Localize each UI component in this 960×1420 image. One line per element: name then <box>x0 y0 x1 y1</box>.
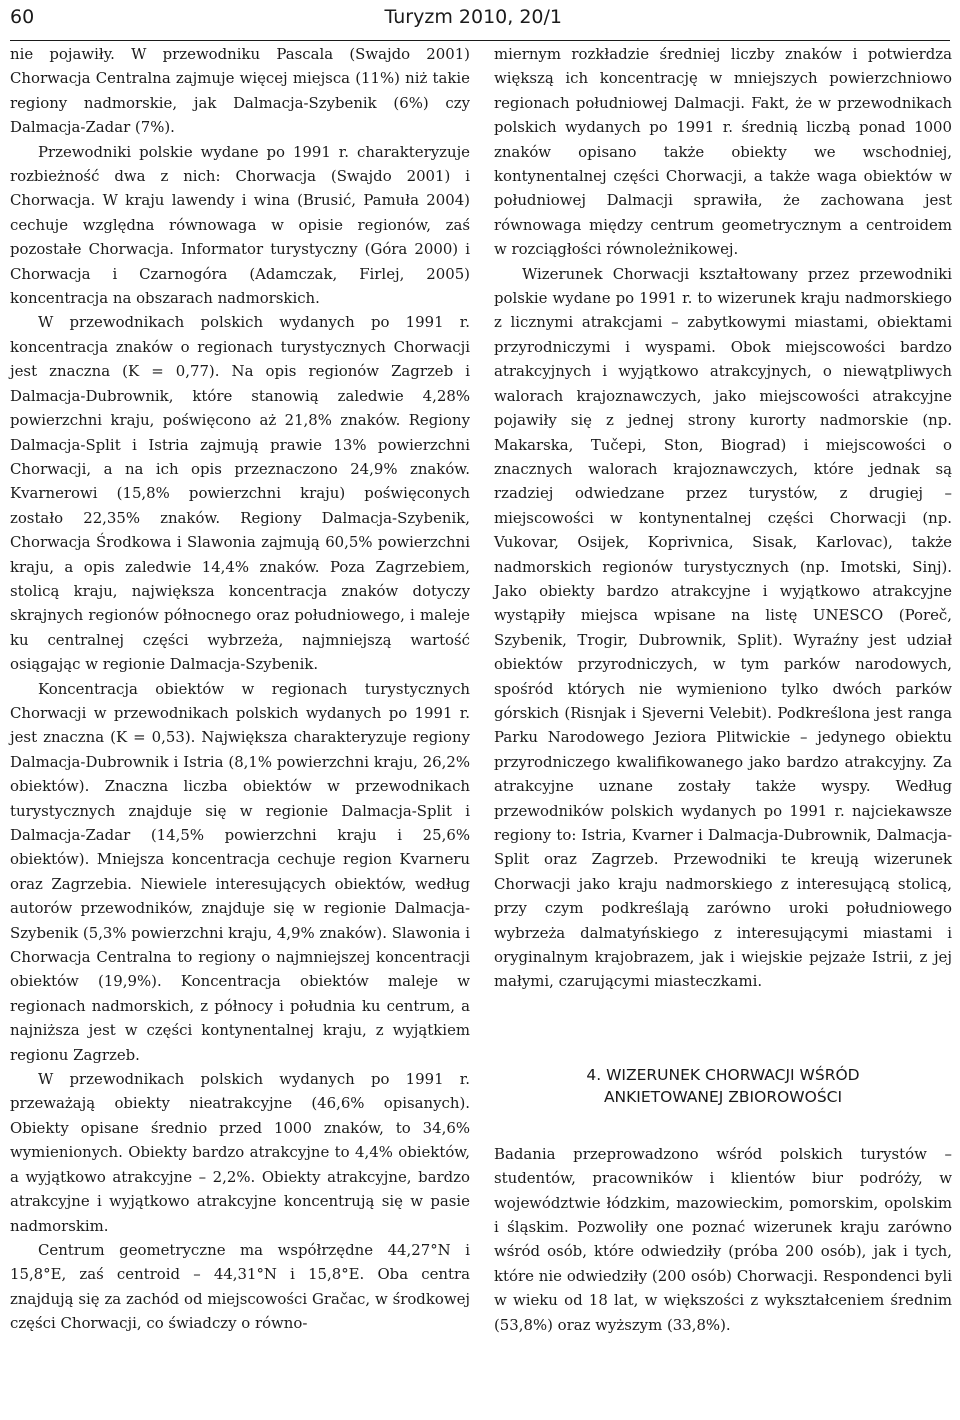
left-column <box>10 42 470 1336</box>
right-column <box>494 42 952 1337</box>
section-heading-line: 4. WIZERUNEK CHORWACJI WŚRÓD <box>586 1065 860 1084</box>
page-header <box>10 6 950 34</box>
running-title: Turyzm 2010, 20/1 <box>384 6 562 28</box>
paragraph: Wizerunek Chorwacji kształtowany przez przewodniki polskie wydane po 1991 r. to wizerunek kraju nadmorskiego z licznymi atrakcjami – zabytkowymi miastami, obiektami przyrodniczymi i wyspami. Obok miejscowości bardzo atrakcyjnych i wyjątkowo atrakcyjnych, o niewątpliwych walorach krajoznawczych, jako miejscowości atrakcyjne pojawiły się z jednej strony kurorty nadmorskie (np. Makarska, Tučepi, Ston, Biograd) i miejscowości o znacznych walorach krajoznawczych, które jednak są rzadziej odwiedzane przez turystów, z drugiej – miejscowości w kontynentalnej części Chorwacji (np. Vukovar, Osijek, Koprivnica, Sisak, Karlovac), także nadmorskich regionów turystycznych (np. Imotski, Sinj). Jako obiekty bardzo atrakcyjne i wyjątkowo atrakcyjne wystąpiły miejsca wpisane na listę UNESCO (Poreč, Szybenik, Trogir, Dubrownik, Split). Wyraźny jest udział obiektów przyrodniczych, w tym parków narodowych, spośród których nie wymieniono tylko dwóch parków górskich (Risnjak i Sjeverni Velebit). Podkreślona jest ranga Parku Narodowego Jeziora Plitwickie – jedynego obiektu przyrodniczego kwalifikowanego jako bardzo atrakcyjny. Za atrakcyjne uznane zostały także wyspy. Według przewodników polskich wydanych po 1991 r. najciekawsze regiony to: Istria, Kvarner i Dalmacja-Dubrownik, Dalmacja-Split oraz Zagrzeb. Przewodniki te kreują wizerunek Chorwacji jako kraju nadmorskiego z interesującą stolicą, przy czym podkreślają zarówno uroki południowego wybrzeża dalmatyńskiego z interesującymi miastami i oryginalnym krajobrazem, jak i wiejskie pejzaże Istrii, z jej małymi, czarującymi miasteczkami. <box>494 264 952 991</box>
paragraph: nie pojawiły. W przewodniku Pascala (Swajdo 2001) Chorwacja Centralna zajmuje więcej miejsca (11%) niż takie regiony nadmorskie, jak Dalmacja-Szybenik (6%) czy Dalmacja-Zadar (7%). <box>10 45 470 137</box>
paragraph: W przewodnikach polskich wydanych po 1991 r. koncentracja znaków o regionach turystycznych Chorwacji jest znaczna (K = 0,77). Na opis regionów Zagrzeb i Dalmacja-Dubrownik, które stanowią zaledwie 4,28% powierzchni kraju, poświęcono aż 21,8% znaków. Regiony Dalmacja-Split i Istria zajmują prawie 13% powierzchni Chorwacji, a na ich opis przeznaczono 24,9% znaków. Kvarnerowi (15,8% powierzchni kraju) poświęconych zostało 22,35% znaków. Regiony Dalmacja-Szybenik, Chorwacja Środkowa i Slawonia zajmują 60,5% powierzchni kraju, a opis zaledwie 14,4% znaków. Poza Zagrzebiem, stolicą kraju, największa koncentracja znaków dotyczy skrajnych regionów północnego oraz południowego, i maleje ku centralnej części wybrzeża, najmniejszą wartość osiągając w regionie Dalmacja-Szybenik. <box>10 313 470 674</box>
paragraph: miernym rozkładzie średniej liczby znaków i potwierdza większą ich koncentrację w mniejszych powierzchniowo regionach południowej Dalmacji. Fakt, że w przewodnikach polskich wydanych po 1991 r. średnią liczbą ponad 1000 znaków opisano także obiekty we wschodniej, kontynentalnej części Chorwacji, a także waga obiektów w południowej Dalmacji sprawiła, że zachowana jest równowaga między centrum geometrycznym a centroidem w rozciągłości równoleżnikowej. <box>494 45 952 259</box>
page-number: 60 <box>10 6 35 28</box>
paragraph: Badania przeprowadzono wśród polskich turystów – studentów, pracowników i klientów biur podróży, w województwie łódzkim, mazowieckim, pomorskim, opolskim i śląskim. Pozwoliły one poznać wizerunek kraju zarówno wśród osób, które odwiedziły (próba 200 osób), jak i tych, które nie odwiedziły (200 osób) Chorwacji. Respondenci byli w wieku od 18 lat, w większości z wykształceniem średnim (53,8%) oraz wyższym (33,8%). <box>494 1144 952 1334</box>
paragraph: Przewodniki polskie wydane po 1991 r. charakteryzuje rozbieżność dwa z nich: Chorwacja (Swajdo 2001) i Chorwacja. W kraju lawendy i wina (Brusić, Pamuła 2004) cechuje względna równowaga w opisie regionów, zaś pozostałe Chorwacja. Informator turystyczny (Góra 2000) i Chorwacja i Czarnogóra (Adamczak, Firlej, 2005) koncentracja na obszarach nadmorskich. <box>10 142 470 308</box>
paragraph: Koncentracja obiektów w regionach turystycznych Chorwacji w przewodnikach polskich wydanych po 1991 r. jest znaczna (K = 0,53). Największa charakteryzuje regiony Dalmacja-Dubrownik i Istria (8,1% powierzchni kraju, 26,2% obiektów). Znaczna liczba obiektów w przewodnikach turystycznych znajduje się w regionie Dalmacja-Split i Dalmacja-Zadar (14,5% powierzchni kraju i 25,6% obiektów). Mniejsza koncentracja cechuje region Kvarneru oraz Zagrzebia. Niewiele interesujących obiektów, według autorów przewodników, znajduje się w regionie Dalmacja-Szybenik (5,3% powierzchni kraju, 4,9% znaków). Slawonia i Chorwacja Centralna to regiony o najmniejszej koncentracji obiektów (19,9%). Koncentracja obiektów maleje w regionach nadmorskich, z północy i południa ku centrum, a najniższa jest w części kontynentalnej kraju, z wyjątkiem regionu Zagrzeb. <box>10 679 470 1064</box>
paragraph: W przewodnikach polskich wydanych po 1991 r. przeważają obiekty nieatrakcyjne (46,6% opisanych). Obiekty opisane średnio przed 1000 znaków, to 34,6% wymienionych. Obiekty bardzo atrakcyjne to 4,4% obiektów, a wyjątkowo atrakcyjne – 2,2%. Obiekty atrakcyjne, bardzo atrakcyjne i wyjątkowo atrakcyjne koncentrują się w pasie nadmorskim. <box>10 1070 470 1235</box>
section-heading <box>494 1064 952 1108</box>
section-heading-line: ANKIETOWANEJ ZBIOROWOŚCI <box>603 1087 843 1106</box>
paragraph: Centrum geometryczne ma współrzędne 44,27°N i 15,8°E, zaś centroid – 44,31°N i 15,8°E. Oba centra znajdują się za zachód od miejscowości Gračac, w środkowej części Chorwacji, co świadczy o równo- <box>10 1240 470 1333</box>
header-rule <box>10 40 950 41</box>
